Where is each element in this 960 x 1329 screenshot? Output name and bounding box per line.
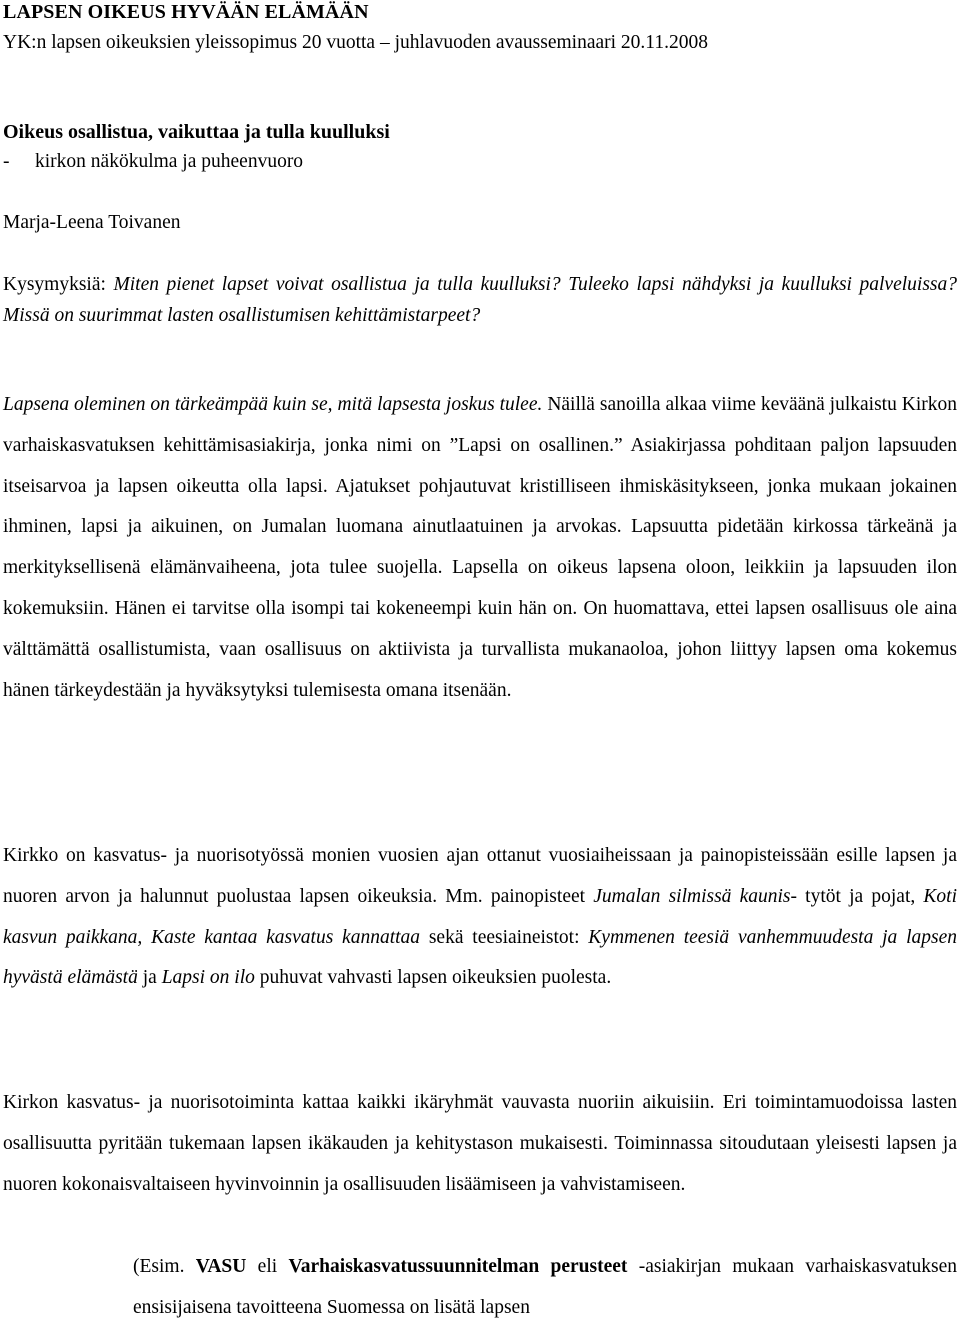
paragraph-2-italic-2: Koti kasvun paikkana, Kaste kantaa kasvatus kannattaa — [3, 885, 958, 948]
paragraph-1-text: Näillä sanoilla alkaa viime keväänä julkaistu Kirkon varhaiskasvatuksen kehittämisasiakirja, jonka nimi on ”Lapsi on osallinen.” Asiakirjassa pohditaan paljon lapsuuden itseisarvoa ja lapsen oikeutta olla lapsi. Ajatukset pohjautuvat kristilliseen ihmiskäsitykseen, jonka mukaan jokainen ihminen, lapsi ja aikuinen, on Jumalan luomana ainutlaatuinen ja arvokas. Lapsuutta pidetään kirkossa tärkeänä ja merkityksellisenä elämänvaiheena, jota tulee suojella. Lapsella on oikeus lapsena oloon, leikkiin ja lapsuuden ilon kokemuksiin. Hänen ei tarvitse olla isompi tai kokeneempi kuin hän on. On huomattava, ettei lapsen osallisuus ole aina välttämättä osallistumista, vaan osallisuus on aktiivista ja turvallista mukanaoloa, johon liittyy lapsen oma kokemus hänen tärkeydestään ja hyväksytyksi tulemisesta omana itsenään. — [3, 394, 958, 701]
paragraph-4-text-1: (Esim. — [133, 1256, 196, 1277]
paragraph-2-text-5: puhuvat vahvasti lapsen oikeuksien puolesta. — [254, 967, 612, 989]
talk-subtitle-dash: - — [3, 151, 10, 172]
paragraph-4-bold-2: Varhaiskasvatussuunnitelman perusteet — [288, 1256, 628, 1277]
document-subtitle: YK:n lapsen oikeuksien yleissopimus 20 vuotta – juhlavuoden avausseminaari 20.11.2008 — [3, 32, 708, 53]
paragraph-2-text-4: ja — [137, 967, 162, 989]
talk-subtitle-line — [3, 151, 303, 173]
paragraph-2-italic-3: Kymmenen teesiä vanhemmuudesta ja lapsen hyvästä elämästä — [3, 926, 957, 989]
paragraph-4-bold-1: VASU — [195, 1256, 247, 1277]
paragraph-4-text-3: -asiakirjan mukaan varhaiskasvatuksen ensisijaisena tavoitteena Suomessa on lisätä lapsen — [133, 1256, 957, 1318]
talk-subtitle: kirkon näkökulma ja puheenvuoro — [35, 151, 304, 172]
paragraph-1-quote: Lapsena oleminen on tärkeämpää kuin se, mitä lapsesta joskus tulee. — [3, 394, 543, 415]
paragraph-2-text-2: - tytöt ja pojat, — [790, 885, 924, 907]
paragraph-4-text-2: eli — [246, 1256, 289, 1277]
paragraph-2-text-3: sekä teesiaineistot: — [420, 926, 589, 948]
paragraph-2-text-1: Kirkko on kasvatus- ja nuorisotyössä monien vuosien ajan ottanut vuosiaiheissaan ja painopisteissään esille lapsen ja nuoren arvon ja halunnut puolustaa lapsen oikeuksia. Mm. painopisteet — [3, 845, 957, 907]
paragraph-3: Kirkon kasvatus- ja nuorisotoiminta kattaa kaikki ikäryhmät vauvasta nuoriin aikuisiin. Eri toimintamuodoissa lasten osallisuutta pyritään tukemaan lapsen ikäkauden ja kehitystason mukaisesti. Toiminnassa sitoudutaan yleisesti lapsen ja nuoren kokonaisvaltaiseen hyvinvoinnin ja osallisuuden lisäämiseen ja vahvistamiseen. — [3, 1092, 957, 1195]
paragraph-1 — [3, 385, 957, 711]
document-title: LAPSEN OIKEUS HYVÄÄN ELÄMÄÄN — [3, 1, 369, 23]
paragraph-2-italic-4: Lapsi on ilo — [161, 967, 255, 989]
questions-text: Miten pienet lapset voivat osallistua ja tulla kuulluksi? Tuleeko lapsi nähdyksi ja kuulluksi palveluissa? Missä on suurimmat lasten osallistumisen kehittämistarpeet? — [3, 274, 957, 326]
talk-title: Oikeus osallistua, vaikuttaa ja tulla kuulluksi — [3, 121, 390, 143]
paragraph-4 — [133, 1247, 957, 1329]
questions-paragraph — [3, 270, 957, 331]
questions-label: Kysymyksiä: — [3, 274, 114, 295]
author-name: Marja-Leena Toivanen — [3, 212, 181, 233]
paragraph-2-italic-1: Jumalan silmissä kaunis — [593, 885, 791, 907]
paragraph-2 — [3, 836, 957, 999]
